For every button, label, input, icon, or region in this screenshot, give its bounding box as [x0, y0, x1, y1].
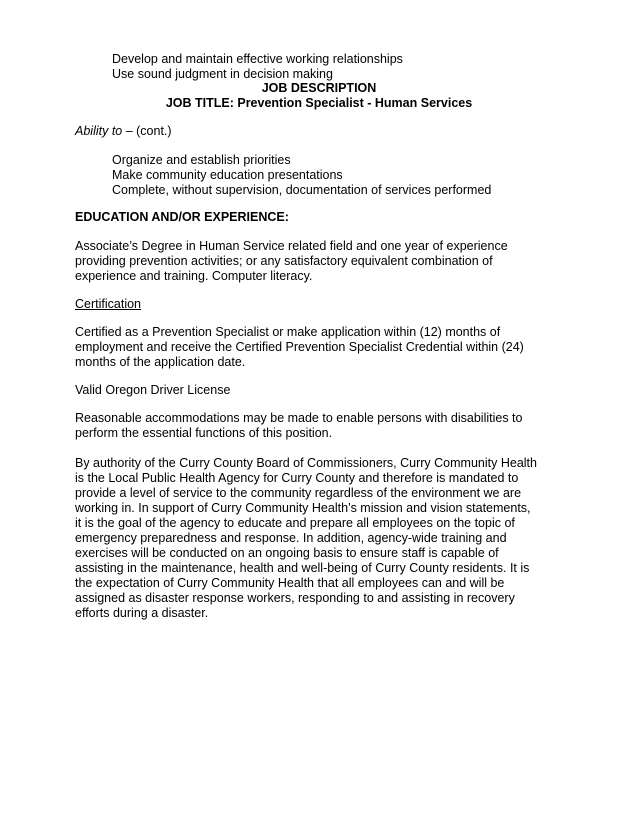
paragraph-line: providing prevention activities; or any satisfactory equivalent combination of	[75, 254, 493, 268]
paragraph-line: the expectation of Curry Community Health that all employees can and will be	[75, 576, 505, 590]
paragraph-line: assisting in the maintenance, health and well-being of Curry County residents. It is	[75, 561, 530, 575]
paragraph-line: months of the application date.	[75, 355, 246, 369]
certification-paragraph	[75, 325, 524, 370]
ability-label	[75, 124, 172, 139]
job-title: JOB TITLE: Prevention Specialist - Human Services	[165, 96, 473, 110]
certification-heading: Certification	[75, 297, 141, 311]
list-item: Develop and maintain effective working relationships	[112, 52, 403, 66]
paragraph-line: Reasonable accommodations may be made to enable persons with disabilities to	[75, 411, 523, 425]
paragraph-line: Certified as a Prevention Specialist or make application within (12) months of	[75, 325, 501, 339]
paragraph-line: is the Local Public Health Agency for Curry County and therefore is mandated to	[75, 471, 519, 485]
list-item: Complete, without supervision, documentation of services performed	[112, 183, 492, 197]
education-paragraph	[75, 239, 508, 284]
paragraph-line: emergency preparedness and response. In addition, agency-wide training and	[75, 531, 507, 545]
paragraph-line: working in. In support of Curry Community Health’s mission and vision statements,	[75, 501, 531, 515]
list-item: Make community education presentations	[112, 168, 343, 182]
page-header	[0, 81, 638, 111]
paragraph-line: experience and training. Computer literacy.	[75, 269, 313, 283]
list-item: Organize and establish priorities	[112, 153, 291, 167]
ability-list	[112, 153, 491, 198]
paragraph-line: exercises will be conducted on an ongoing basis to ensure staff is capable of	[75, 546, 499, 560]
paragraph-line: assigned as disaster response workers, responding to and assisting in recovery	[75, 591, 515, 605]
list-item: Use sound judgment in decision making	[112, 67, 333, 81]
document-title: JOB DESCRIPTION	[261, 81, 377, 95]
paragraph-line: employment and receive the Certified Prevention Specialist Credential within (24)	[75, 340, 524, 354]
paragraph-line: it is the goal of the agency to educate and prepare all employees on the topic of	[75, 516, 515, 530]
authority-paragraph	[75, 456, 537, 621]
paragraph-line: provide a level of service to the community regardless of the environment we are	[75, 486, 522, 500]
paragraph-line: By authority of the Curry County Board of Commissioners, Curry Community Health	[75, 456, 537, 470]
paragraph-line: perform the essential functions of this position.	[75, 426, 333, 440]
paragraph-line: efforts during a disaster.	[75, 606, 209, 620]
ability-label-italic: Ability to	[75, 124, 123, 138]
ability-label-rest: – (cont.)	[122, 124, 172, 138]
accommodations-paragraph	[75, 411, 522, 441]
license-line: Valid Oregon Driver License	[75, 383, 231, 397]
paragraph-line: Associate’s Degree in Human Service related field and one year of experience	[75, 239, 508, 253]
education-heading: EDUCATION AND/OR EXPERIENCE:	[75, 210, 289, 224]
top-list	[112, 52, 403, 82]
